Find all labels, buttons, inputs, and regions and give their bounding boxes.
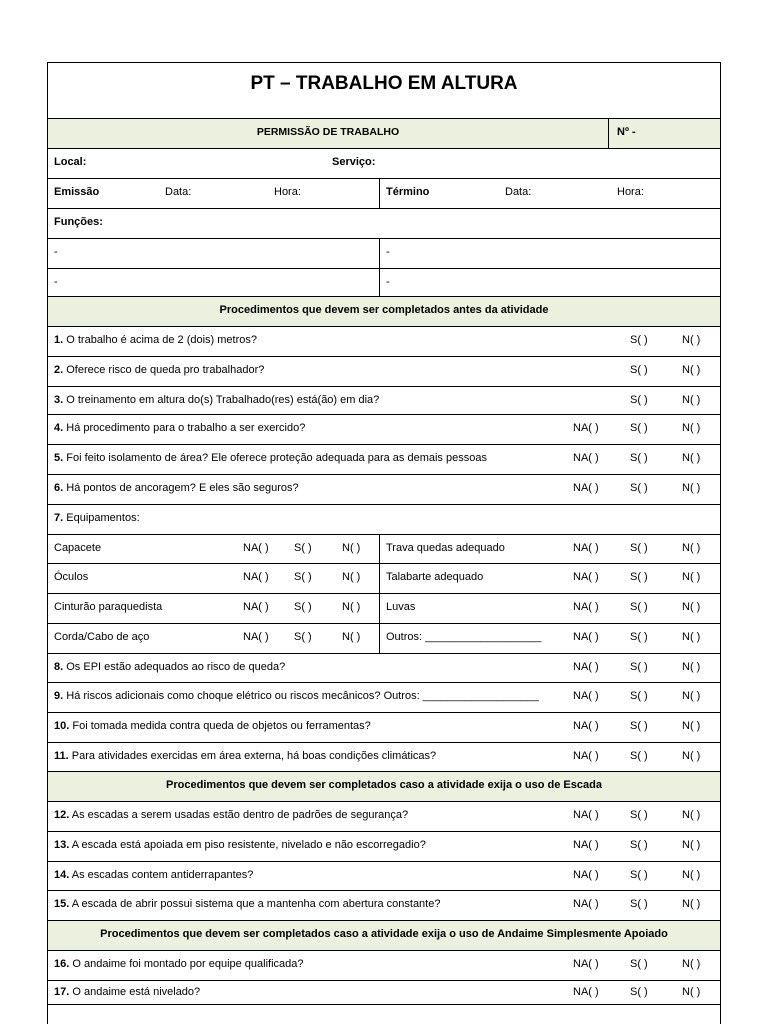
question-text: 5. Foi feito isolamento de área? Ele oferece proteção adequada para as demais pessoas bbox=[54, 452, 487, 464]
option-s[interactable]: S( ) bbox=[630, 364, 648, 376]
option-s[interactable]: S( ) bbox=[294, 631, 312, 643]
question-text: 14. As escadas contem antiderrapantes? bbox=[54, 869, 254, 881]
question-text: 6. Há pontos de ancoragem? E eles são seguros? bbox=[54, 482, 299, 494]
option-s[interactable]: S( ) bbox=[630, 869, 648, 881]
option-na[interactable]: NA( ) bbox=[573, 661, 599, 673]
option-na[interactable]: NA( ) bbox=[243, 542, 269, 554]
local-label: Local: bbox=[54, 156, 87, 168]
option-s[interactable]: S( ) bbox=[630, 839, 648, 851]
option-n[interactable]: N( ) bbox=[342, 571, 361, 583]
dash: - bbox=[54, 246, 58, 258]
option-n[interactable]: N( ) bbox=[682, 720, 701, 732]
option-n[interactable]: N( ) bbox=[682, 869, 701, 881]
option-n[interactable]: N( ) bbox=[682, 690, 701, 702]
option-na[interactable]: NA( ) bbox=[573, 869, 599, 881]
section-title: Procedimentos que devem ser completados caso a atividade exija o uso de Escada bbox=[166, 779, 602, 791]
question-row bbox=[48, 505, 720, 535]
question-text: 4. Há procedimento para o trabalho a ser exercido? bbox=[54, 422, 306, 434]
question-row bbox=[48, 387, 720, 415]
option-n[interactable]: N( ) bbox=[682, 750, 701, 762]
option-na[interactable]: NA( ) bbox=[573, 720, 599, 732]
option-s[interactable]: S( ) bbox=[630, 394, 648, 406]
question-row bbox=[48, 713, 720, 743]
option-na[interactable]: NA( ) bbox=[573, 452, 599, 464]
equipment-label: Outros: ___________________ bbox=[386, 631, 542, 643]
option-na[interactable]: NA( ) bbox=[573, 898, 599, 910]
funcoes-line-2 bbox=[48, 269, 720, 297]
option-na[interactable]: NA( ) bbox=[573, 839, 599, 851]
question-row bbox=[48, 951, 720, 981]
option-s[interactable]: S( ) bbox=[630, 452, 648, 464]
question-text: 12. As escadas a serem usadas estão dentro de padrões de segurança? bbox=[54, 809, 409, 821]
option-n[interactable]: N( ) bbox=[342, 601, 361, 613]
option-n[interactable]: N( ) bbox=[682, 422, 701, 434]
option-s[interactable]: S( ) bbox=[630, 482, 648, 494]
funcoes-line-1 bbox=[48, 239, 720, 269]
option-n[interactable]: N( ) bbox=[682, 542, 701, 554]
option-na[interactable]: NA( ) bbox=[573, 986, 599, 998]
section-andaime bbox=[48, 921, 720, 951]
permit-form bbox=[47, 62, 721, 1024]
option-n[interactable]: N( ) bbox=[682, 482, 701, 494]
option-s[interactable]: S( ) bbox=[630, 958, 648, 970]
equipment-label: Óculos bbox=[54, 571, 89, 583]
question-text: 10. Foi tomada medida contra queda de objetos ou ferramentas? bbox=[54, 720, 371, 732]
option-na[interactable]: NA( ) bbox=[573, 571, 599, 583]
dash: - bbox=[386, 276, 390, 288]
question-text: 9. Há riscos adicionais como choque elétrico ou riscos mecânicos? Outros: ___________________ bbox=[54, 690, 539, 702]
option-s[interactable]: S( ) bbox=[630, 542, 648, 554]
option-s[interactable]: S( ) bbox=[630, 690, 648, 702]
equipment-row bbox=[48, 564, 720, 594]
option-na[interactable]: NA( ) bbox=[573, 631, 599, 643]
option-na[interactable]: NA( ) bbox=[573, 750, 599, 762]
permit-number: Nº - bbox=[617, 126, 636, 138]
question-text: 8. Os EPI estão adequados ao risco de queda? bbox=[54, 661, 286, 673]
question-row bbox=[48, 327, 720, 357]
option-n[interactable]: N( ) bbox=[682, 898, 701, 910]
funcoes-label: Funções: bbox=[54, 216, 103, 228]
question-row bbox=[48, 802, 720, 832]
option-s[interactable]: S( ) bbox=[630, 750, 648, 762]
servico-label: Serviço: bbox=[332, 156, 376, 168]
equipment-label: Trava quedas adequado bbox=[386, 542, 505, 554]
dash: - bbox=[54, 276, 58, 288]
option-n[interactable]: N( ) bbox=[682, 839, 701, 851]
option-s[interactable]: S( ) bbox=[630, 571, 648, 583]
option-s[interactable]: S( ) bbox=[630, 601, 648, 613]
option-na[interactable]: NA( ) bbox=[573, 958, 599, 970]
section-antes bbox=[48, 297, 720, 327]
question-text: 1. O trabalho é acima de 2 (dois) metros? bbox=[54, 334, 258, 346]
termino-hora-label: Hora: bbox=[617, 186, 644, 198]
option-na[interactable]: NA( ) bbox=[573, 809, 599, 821]
emissao-hora-label: Hora: bbox=[274, 186, 301, 198]
option-s[interactable]: S( ) bbox=[294, 601, 312, 613]
equipment-label: Corda/Cabo de aço bbox=[54, 631, 150, 643]
emissao-data-label: Data: bbox=[165, 186, 192, 198]
option-n[interactable]: N( ) bbox=[682, 809, 701, 821]
emissao-label: Emissão bbox=[54, 186, 100, 198]
question-text: 13. A escada está apoiada em piso resistente, nivelado e não escorregadio? bbox=[54, 839, 426, 851]
question-text: 7. Equipamentos: bbox=[54, 512, 140, 524]
question-row bbox=[48, 832, 720, 862]
question-text: 2. Oferece risco de queda pro trabalhador? bbox=[54, 364, 265, 376]
option-na[interactable]: NA( ) bbox=[573, 601, 599, 613]
option-n[interactable]: N( ) bbox=[682, 364, 701, 376]
permit-label: PERMISSÃO DE TRABALHO bbox=[256, 126, 400, 138]
question-row bbox=[48, 743, 720, 772]
option-n[interactable]: N( ) bbox=[682, 958, 701, 970]
option-na[interactable]: NA( ) bbox=[243, 601, 269, 613]
dash: - bbox=[386, 246, 390, 258]
option-s[interactable]: S( ) bbox=[630, 661, 648, 673]
question-row bbox=[48, 981, 720, 1005]
question-row bbox=[48, 683, 720, 713]
option-n[interactable]: N( ) bbox=[682, 601, 701, 613]
option-s[interactable]: S( ) bbox=[630, 898, 648, 910]
equipment-row bbox=[48, 594, 720, 624]
question-text: 16. O andaime foi montado por equipe qualificada? bbox=[54, 958, 304, 970]
equipment-label: Cinturão paraquedista bbox=[54, 601, 163, 613]
option-n[interactable]: N( ) bbox=[682, 631, 701, 643]
question-row bbox=[48, 862, 720, 891]
title-row bbox=[48, 63, 720, 119]
option-na[interactable]: NA( ) bbox=[243, 571, 269, 583]
section-escada bbox=[48, 772, 720, 802]
option-na[interactable]: NA( ) bbox=[573, 542, 599, 554]
option-n[interactable]: N( ) bbox=[682, 986, 701, 998]
option-n[interactable]: N( ) bbox=[342, 542, 361, 554]
option-na[interactable]: NA( ) bbox=[573, 690, 599, 702]
option-n[interactable]: N( ) bbox=[682, 394, 701, 406]
option-s[interactable]: S( ) bbox=[630, 986, 648, 998]
question-row bbox=[48, 475, 720, 505]
option-n[interactable]: N( ) bbox=[342, 631, 361, 643]
question-row bbox=[48, 415, 720, 445]
question-text: 11. Para atividades exercidas em área externa, há boas condições climáticas? bbox=[54, 750, 437, 762]
option-s[interactable]: S( ) bbox=[630, 334, 648, 346]
question-row bbox=[48, 445, 720, 475]
termino-label: Término bbox=[386, 186, 430, 198]
option-n[interactable]: N( ) bbox=[682, 571, 701, 583]
question-text: 3. O treinamento em altura do(s) Trabalhado(res) está(ão) em dia? bbox=[54, 394, 380, 406]
option-na[interactable]: NA( ) bbox=[573, 482, 599, 494]
question-row bbox=[48, 654, 720, 683]
funcoes-row bbox=[48, 209, 720, 239]
page-title: PT – TRABALHO EM ALTURA bbox=[250, 73, 518, 94]
section-title: Procedimentos que devem ser completados caso a atividade exija o uso de Andaime Simplesmente Apoiado bbox=[100, 928, 668, 940]
question-row bbox=[48, 357, 720, 387]
termino-data-label: Data: bbox=[505, 186, 532, 198]
emissao-row bbox=[48, 179, 720, 209]
option-n[interactable]: N( ) bbox=[682, 661, 701, 673]
equipment-row bbox=[48, 624, 720, 654]
section-title: Procedimentos que devem ser completados antes da atividade bbox=[219, 304, 549, 316]
option-s[interactable]: S( ) bbox=[294, 542, 312, 554]
question-text: 15. A escada de abrir possui sistema que a mantenha com abertura constante? bbox=[54, 898, 441, 910]
question-text: 17. O andaime está nivelado? bbox=[54, 986, 201, 998]
equipment-label: Capacete bbox=[54, 542, 102, 554]
option-s[interactable]: S( ) bbox=[630, 809, 648, 821]
option-s[interactable]: S( ) bbox=[630, 422, 648, 434]
local-row bbox=[48, 149, 720, 179]
permit-header-row bbox=[48, 119, 720, 149]
equipment-row bbox=[48, 535, 720, 564]
equipment-label: Luvas bbox=[386, 601, 416, 613]
equipment-label: Talabarte adequado bbox=[386, 571, 484, 583]
option-s[interactable]: S( ) bbox=[630, 631, 648, 643]
option-n[interactable]: N( ) bbox=[682, 452, 701, 464]
option-na[interactable]: NA( ) bbox=[573, 422, 599, 434]
option-s[interactable]: S( ) bbox=[630, 720, 648, 732]
option-na[interactable]: NA( ) bbox=[243, 631, 269, 643]
option-n[interactable]: N( ) bbox=[682, 334, 701, 346]
option-s[interactable]: S( ) bbox=[294, 571, 312, 583]
question-row bbox=[48, 891, 720, 921]
